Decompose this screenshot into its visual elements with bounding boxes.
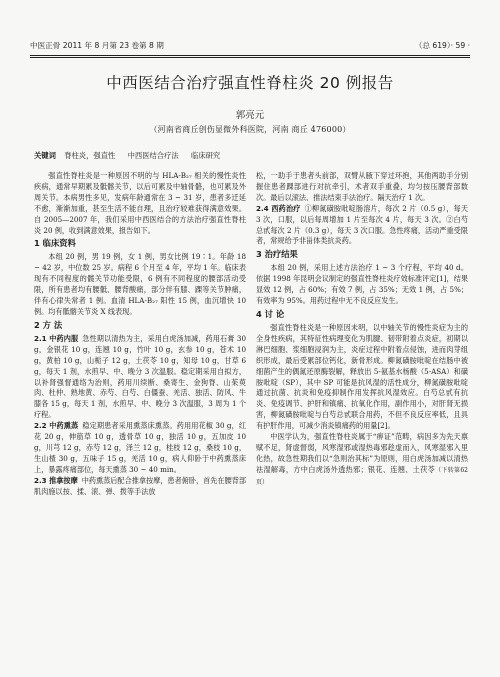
article-title: 中西医结合治疗强直性脊柱炎 20 例报告 [106,74,394,92]
keyword-item: 脊柱炎，强直性 [64,151,116,160]
subsection-heading: 2.4 西药治疗 [256,203,301,213]
keywords-label: 关键词 [34,151,56,160]
subsection-text: 中药熏蒸后配合推拿按摩，患者俯卧，首先在腰背部肌肉施以按、揉、滚、弹、拨等手法放 [34,475,246,496]
right-column [256,171,468,489]
subsection-text: ①柳氮磺胺吡啶肠溶片，每次 2 片（0.5 g），每天 3 次，口服，以后每周增加 1 片至每次 4 片，每天 3 次。②白芍总甙每次 2 片（0.3 g），每天 3 次口服。急性疼痛，活动严重受限者，常规给予非甾体类抗炎药。 [256,203,468,246]
author-name: 郭亮元 [235,110,265,121]
section-heading: 3 治疗结果 [256,249,298,260]
section-heading: 1 临床资料 [34,238,76,249]
discussion-paragraph [256,432,468,489]
discussion-text: 中医学认为，强直性脊柱炎属于“痹证”范畴，病因多为先天禀赋不足，肾虚督弱，风寒湿邪或湿热毒邪趁虚而入，风寒湿邪入里化热，故急性期我们以“急则治其标”为原则，用白虎汤加减以清热祛湿解毒，方中白虎汤外透热邪；银花、连翘、土茯苓 [256,432,468,474]
running-header [30,40,470,54]
author-affiliation: （河南省商丘创伤显微外科医院，河南 商丘 476000） [149,125,351,134]
section-heading: 2 方 法 [34,319,63,330]
continued-paragraph: 松，一助手于患者头前部，双臂从腋下穿过环抱，其他两助手分别握住患者踝部进行对抗牵引，术者双手重叠，均匀按压腰背部数次。最后以滚法、推法结束手法治疗。隔天治疗 1 次。 [256,171,468,202]
keyword-item: 临床研究 [191,151,221,160]
discussion-paragraph: 强直性脊柱炎是一种原因未明，以中轴关节的慢性炎症为主的全身性疾病，其特征性病理变化为肌腱、韧带附着点炎症，初期以淋巴细胞、浆细胞浸润为主，炎症过程中附着点侵蚀，进而肉芽组织形成，最后受累部位钙化，新骨形成。柳氮磺胺吡啶在结肠中被细菌产生的偶氮还原酶裂解，释放出 5-氨基水杨酸（5-ASA）和磺胺吡啶（SP），其中 SP 可能是抗风湿的活性成分，柳氮磺胺吡啶通过抗菌、抗炎和免疫抑制作用发挥抗风湿效应。白芍总甙有抗炎、免疫调节、护肝和镇痛、抗氧化作用，副作用小，对肝肾无损害，柳氮磺胺吡啶与白芍总甙联合用药，不但不良反应率低，且具有护肝作用，可减少消炎镇痛药的用量[2]。 [256,322,468,431]
header-rule-thin [30,57,470,58]
subsection-heading: 2.3 推拿按摩 [34,475,78,485]
subsection-heading: 2.2 中药熏蒸 [34,421,79,431]
subsection-text: 急性期以清热为主，采用白虎汤加减，药用石膏 30 g，金银花 10 g，连翘 10 g，竹叶 10 g，玄参 10 g，苍术 10 g，黄柏 10 g，山栀子 12 g，土茯苓 10 g，知母 10 g，甘草 6 g，每天 1 剂，水煎早、中、晚分 3 次温服。稳定期采用自拟方，以补肾强督通络为治则，药用川续断、桑寄生、金狗脊、山茱萸肉、杜仲、熟地黄、赤芍、白芍、白僵蚕、羌活、独活、防风、牛膝各 15 g，每天 1 剂，水煎早、中、晚分 3 次温服，3 周为 1 个疗程。 [34,333,247,420]
section-heading: 4 讨 论 [256,308,285,319]
page-number: （总 619）· 59 · [414,41,470,50]
clinical-data-paragraph: 本组 20 例，男 19 例，女 1 例，男女比例 19∶1。年龄 18 ~ 42 岁，中位数 25 岁。病程 6 个月至 4 年，平均 1 年。临床表现有不同程度的髋关节功能受限，6 例有不同程度的腰部活动受限，所有患者均有腰骶、腰背酸痛，部分伴有膝、踝等关节肿痛，伴有心律失常者 1 例。血清 HLA-B₂₇ 阳性 15 例，血沉增快 10 例。均有骶髂关节炎 X 线表现。 [34,252,246,316]
keywords-line [34,151,474,161]
subsection-text: 稳定期患者采用熏蒸床熏蒸。药用用花椒 30 g，红花 20 g，伸筋草 10 g，透骨草 10 g，独活 10 g，五加皮 10 g，川芎 12 g，赤芍 12 g，泽兰 12 g，桂枝 12 g，桑枝 10 g，生山楂 30 g，五味子 15 g，羌活 10 g，病人仰卧于中药熏蒸床上，暴露疼痛部位，每天熏蒸 30 ~ 40 min。 [34,421,246,474]
header-rule [30,55,470,56]
results-paragraph: 本组 20 例，采用上述方法治疗 1 ~ 3 个疗程，平均 40 d。依据 1998 年昆明会议制定的强直性脊柱炎疗效标准评定[1]，结果显效 12 例，占 60%；有效 7 例，占 35%；无效 1 例，占 5%；有效率为 95%。用药过程中无不良反应发生。 [256,263,468,306]
journal-info: 中医正骨 2011 年 8 月第 23 卷第 8 期 [30,41,164,50]
subsection-heading: 2.1 中药内服 [34,333,79,343]
continued-note: （下转第62页） [256,466,468,486]
keyword-item: 中西医结合疗法 [127,151,179,160]
left-column [34,171,246,497]
intro-paragraph: 强直性脊柱炎是一种原因不明的与 HLA-B₂₇ 相关的慢性炎性疾病，通常早期累及骶髂关节，以后可累及中轴骨骼，也可累及外周关节。本病男性多见，发病年龄通常在 3 ~ 31 岁，患者多迁延不愈，渐渐加重，甚至生活不能自理，且治疗较难获得满意效果。自 2005—2007 年，我们采用中西医结合的方法治疗强直性脊柱炎 20 例，收到满意效果，报告如下。 [34,171,246,235]
